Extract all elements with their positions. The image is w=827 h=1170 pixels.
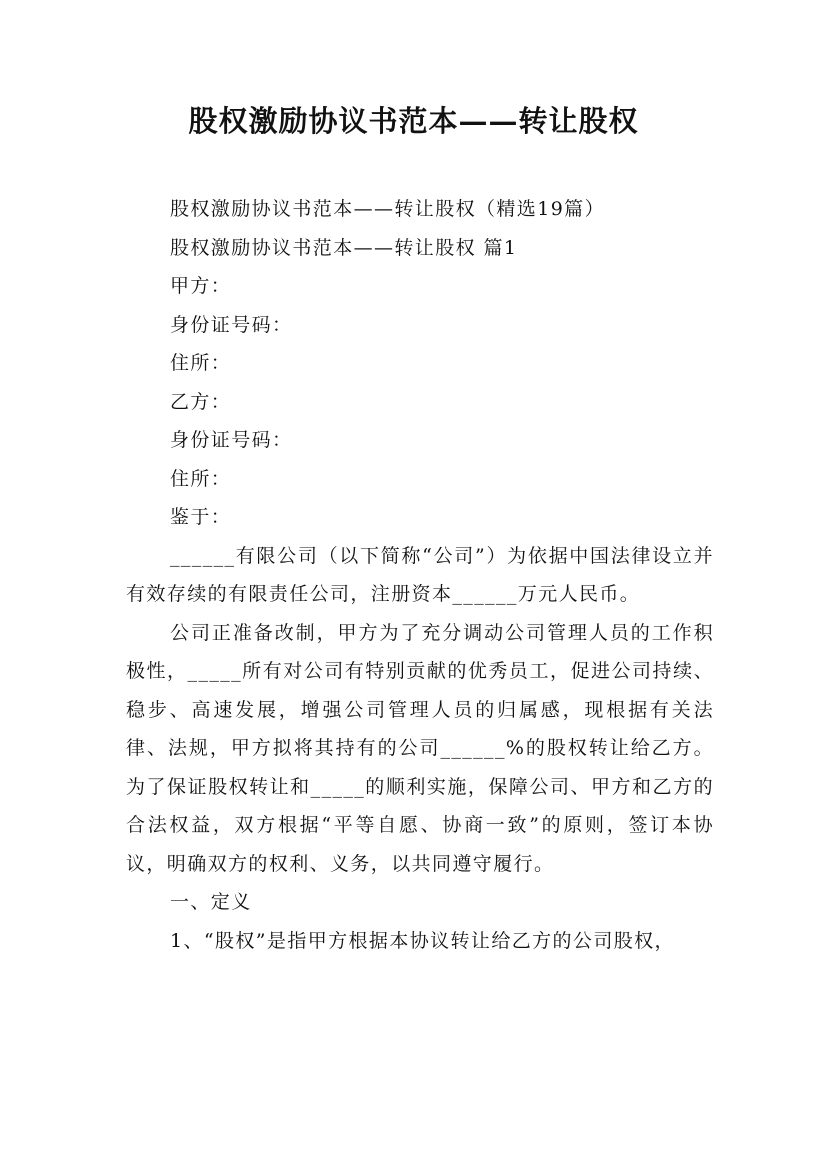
document-title: 股权激励协议书范本——转让股权 [188,104,639,138]
party-b-label: 乙方： [170,390,232,413]
purpose-paragraph: 公司正准备改制，甲方为了充分调动公司管理人员的工作积极性，_____所有对公司有特别贡献的优秀员工，促进公司持续、稳步、高速发展，增强公司管理人员的归属感，现根据有关法律、法规，甲方拟将其持有的公司______%的股权转让给乙方。为了保证股权转让和_____的顺利实施，保障公司、甲方和乙方的合法权益，双方根据“平等自愿、协商一致”的原则，签订本协议，明确双方的权利、义务，以共同遵守履行。 [126,621,714,875]
party-a-address-label: 住所： [170,352,232,374]
party-a-label: 甲方： [170,275,232,297]
party-b-address-label: 住所： [170,467,232,490]
section-heading: 一、定义 [170,891,252,913]
chapter-heading: 股权激励协议书范本——转让股权 篇1 [170,236,518,259]
subtitle-line: 股权激励协议书范本——转让股权（精选19篇） [170,198,605,220]
party-b-id-label: 身份证号码： [170,429,293,451]
party-a-id-label: 身份证号码： [170,313,293,336]
document-body [126,190,714,960]
whereas-label: 鉴于： [170,506,232,528]
definition-line: 1、“股权”是指甲方根据本协议转让给乙方的公司股权， [170,929,675,952]
company-paragraph: ______有限公司（以下简称“公司”）为依据中国法律设立并有效存续的有限责任公司，注册资本______万元人民币。 [126,544,714,605]
